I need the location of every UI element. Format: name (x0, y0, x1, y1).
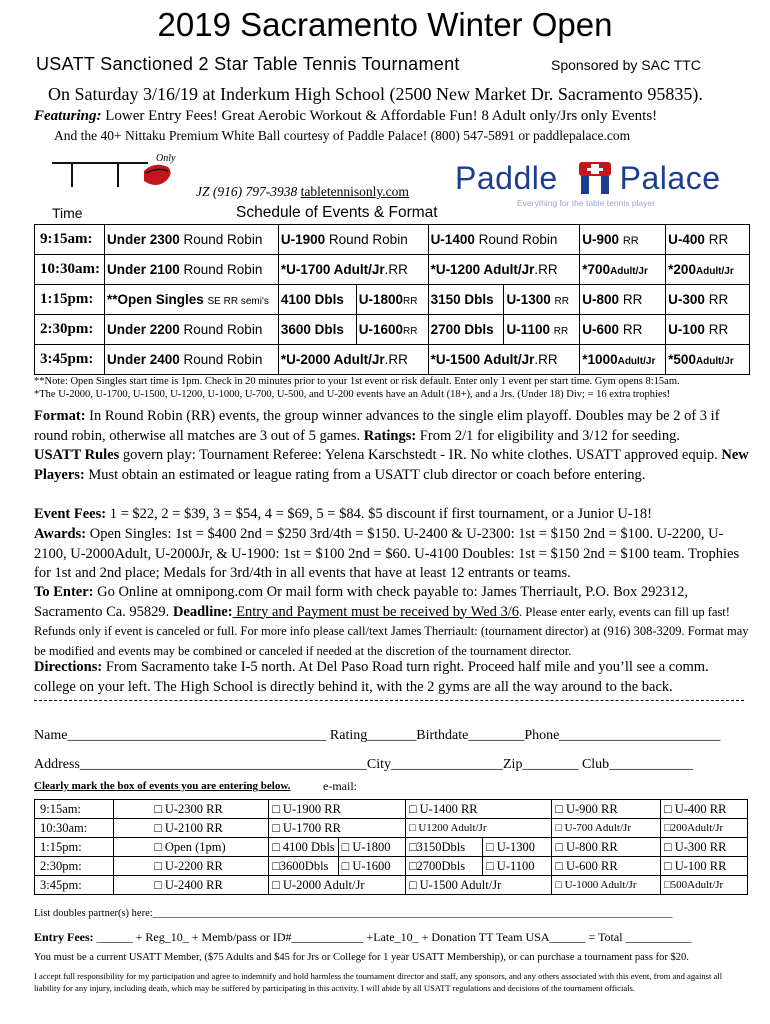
format-label: Format: (34, 408, 86, 424)
schedule-event: U-1800RR (356, 285, 428, 315)
entry-checkbox[interactable]: □ U-800 RR (552, 838, 661, 857)
entry-checkbox[interactable]: □ U-300 RR (661, 838, 748, 857)
entry-checkbox[interactable]: □ U-1100 (483, 857, 552, 876)
entry-checkbox[interactable]: □ U-2400 RR (151, 876, 269, 895)
entry-row (35, 876, 748, 895)
entry-checkbox[interactable]: □ U-400 RR (661, 800, 748, 819)
schedule-event: Under 2400 Round Robin (104, 345, 278, 375)
usatt-label: USATT Rules (34, 447, 120, 463)
schedule-event: *200Adult/Jr (666, 255, 750, 285)
schedule-event: U-1100 RR (504, 315, 580, 345)
enter-paragraph: To Enter: Go Online at omnipong.com Or mail form with check payable to: James Therriault, P.O. Box 292312, Sacramento Ca. 95829. Deadline: Entry and Payment must be received by Wed 3/6. Please enter early, events can fill up fast! Refunds only if event is canceled or full. For more info please call/text James Therriault: (tournament director) at (916) 308-3209. Format may be modified and events may be combined or canceled if needed at the discretion of the tournament director. (34, 584, 749, 658)
paddle-palace-logo (455, 160, 755, 208)
entry-checkbox[interactable]: □2700Dbls (405, 857, 482, 876)
entry-checkbox[interactable]: □ U-1800 (338, 838, 405, 857)
featuring-label: Featuring: (34, 108, 102, 124)
note-open-singles: **Note: Open Singles start time is 1pm. Check in 20 minutes prior to your 1st event or risk default. Enter only 1 event per start time. Gym opens 8:15am. (34, 376, 680, 387)
schedule-event: Under 2300 Round Robin (104, 225, 278, 255)
entry-time: 2:30pm: (35, 857, 114, 876)
time-column-label: Time (52, 205, 83, 221)
awards-paragraph: Awards: Open Singles: 1st = $400 2nd = $250 3rd/4th = $150. U-2400 & U-2300: 1st = $150 2nd = $100. U-2200, U-2100, U-2000Adult, U-2000Jr, & U-1900: 1st = $100 2nd = $60. U-4100 Doubles: 1st = $150 2nd = $100 team. Trophies for 1st and 2nd place; Medals for 3rd/4th in all events that have at least 12 entrants or teams. (34, 526, 740, 581)
entry-checkbox[interactable]: □ U-2000 Adult/Jr (269, 876, 406, 895)
schedule-event: U-800 RR (580, 285, 666, 315)
enter-label: To Enter: (34, 584, 94, 600)
directions-label: Directions: (34, 659, 103, 675)
entry-checkbox[interactable]: □ U-900 RR (552, 800, 661, 819)
schedule-event: 3150 Dbls (428, 285, 504, 315)
entry-table (34, 799, 748, 895)
note-adult-jr: *The U-2000, U-1700, U-1500, U-1200, U-1000, U-700, U-500, and U-200 events have an Adult (18+), and a Jrs. (Under 18) Div; = 16 extra trophies! (34, 389, 671, 400)
entry-checkbox[interactable]: □3150Dbls (405, 838, 482, 857)
usatt-paragraph: USATT Rules govern play: Tournament Referee: Yelena Karschstedt - IR. No white clothes. USATT approved equip. New Players: Must obtain an estimated or league rating from a USATT club director or coach before entering. (34, 447, 749, 483)
format-paragraph: Format: In Round Robin (RR) events, the group winner advances to the single elim playoff. Doubles may be 2 of 3 if round robin, otherwise all matches are 3 out of 5 games. Ratings: From 2/1 for eligibility and 3/12 for seeding. (34, 408, 720, 444)
entry-checkbox[interactable]: □ U-1400 RR (405, 800, 551, 819)
schedule-row (35, 315, 750, 345)
schedule-row (35, 345, 750, 375)
entry-checkbox[interactable]: □ U-100 RR (661, 857, 748, 876)
schedule-event: Under 2100 Round Robin (104, 255, 278, 285)
address-line[interactable]: Address_________________________________________City________________Zip________ Club____________ (34, 757, 694, 772)
schedule-event: *500Adult/Jr (666, 345, 750, 375)
entry-time: 3:45pm: (35, 876, 114, 895)
contact-phone: JZ (916) 797-3938 (196, 184, 301, 199)
entry-checkbox[interactable]: □ U-600 RR (552, 857, 661, 876)
schedule-time: 9:15am: (35, 225, 105, 255)
mark-instructions: Clearly mark the box of events you are entering below. (34, 780, 291, 792)
waiver-text: I accept full responsibility for my participation and agree to indemnify and hold harmless the tournament director and staff, any sponsors, and any others associated with this event, from and against all liability for any injury, including death, which may be suffered by participating in this activity. I will abide by all USATT regulations and decisions of the tournament officials. (34, 971, 723, 993)
schedule-time: 10:30am: (35, 255, 105, 285)
email-label[interactable]: e-mail: (323, 779, 357, 793)
entry-checkbox[interactable]: □ U-1500 Adult/Jr (405, 876, 551, 895)
entry-checkbox[interactable]: □500Adult/Jr (661, 876, 748, 895)
schedule-event: U-400 RR (666, 225, 750, 255)
name-line[interactable]: Name_____________________________________ Rating_______Birthdate________Phone_______________________ (34, 728, 721, 743)
ball-line: And the 40+ Nittaku Premium White Ball courtesy of Paddle Palace! (800) 547-5891 or paddlepalace.com (54, 128, 631, 143)
schedule-event: U-1600RR (356, 315, 428, 345)
tto-logo (48, 153, 198, 195)
schedule-event: Under 2200 Round Robin (104, 315, 278, 345)
schedule-time: 2:30pm: (35, 315, 105, 345)
entry-checkbox[interactable]: □ U-2300 RR (151, 800, 269, 819)
entry-row (35, 838, 748, 857)
schedule-event: *U-1700 Adult/Jr.RR (278, 255, 428, 285)
new-players-label: New Players: (34, 447, 749, 483)
date-location-line: On Saturday 3/16/19 at Inderkum High School (2500 New Market Dr. Sacramento 95835). (48, 84, 703, 104)
paddle-palace-name: Paddle Palace (455, 160, 721, 196)
ratings-label: Ratings: (360, 427, 417, 444)
contact-line (196, 184, 409, 200)
schedule-event: U-600 RR (580, 315, 666, 345)
entry-checkbox[interactable]: □ U-1700 RR (269, 819, 406, 838)
entry-fees-line[interactable]: Entry Fees: ______ + Reg_10_ + Memb/pass or ID#____________ +Late_10_ + Donation TT Team USA______ = Total ___________ (34, 930, 692, 944)
page-title: 2019 Sacramento Winter Open (157, 6, 613, 43)
entry-time: 10:30am: (35, 819, 114, 838)
schedule-event: *U-1200 Adult/Jr.RR (428, 255, 580, 285)
entry-row (35, 800, 748, 819)
schedule-event: 4100 Dbls (278, 285, 356, 315)
contact-website-link[interactable]: tabletennisonly.com (300, 184, 409, 199)
schedule-event: *700Adult/Jr (580, 255, 666, 285)
featuring-line (34, 108, 657, 125)
schedule-row (35, 285, 750, 315)
entry-checkbox[interactable]: □ U-1600 (338, 857, 405, 876)
featuring-text: Lower Entry Fees! Great Aerobic Workout & Affordable Fun! 8 Adult only/Jrs only Events! (101, 108, 658, 124)
entry-checkbox[interactable]: □ U-1300 (483, 838, 552, 857)
doubles-partner-line[interactable]: List doubles partner(s) here:___________________________________________________________________________________________________ (34, 908, 673, 919)
schedule-event: U-300 RR (666, 285, 750, 315)
entry-checkbox[interactable]: □200Adult/Jr (661, 819, 748, 838)
entry-checkbox[interactable]: □ U-700 Adult/Jr (552, 819, 661, 838)
entry-row (35, 819, 748, 838)
deadline-label: Deadline: (172, 603, 233, 620)
schedule-title: Schedule of Events & Format (236, 204, 438, 221)
fees-paragraph: Event Fees: 1 = $22, 2 = $39, 3 = $54, 4 = $69, 5 = $84. $5 discount if first tournament, or a Junior U-18! (34, 506, 652, 522)
entry-checkbox[interactable]: □ U1200 Adult/Jr (405, 819, 551, 838)
subtitle: USATT Sanctioned 2 Star Table Tennis Tournament (36, 54, 460, 74)
cut-line (34, 700, 744, 701)
fees-label: Event Fees: (34, 506, 107, 522)
membership-note: You must be a current USATT Member, ($75 Adults and $45 for Jrs or College for 1 year USATT Membership), or can purchase a tournament pass for $20. (34, 952, 689, 963)
schedule-event: U-1400 Round Robin (428, 225, 580, 255)
schedule-event: 2700 Dbls (428, 315, 504, 345)
awards-label: Awards: (34, 526, 87, 542)
sponsor-line: Sponsored by SAC TTC (551, 57, 701, 73)
entry-checkbox[interactable]: □ 4100 Dbls (269, 838, 338, 857)
schedule-event: *U-2000 Adult/Jr.RR (278, 345, 428, 375)
entry-checkbox[interactable]: □ Open (1pm) (151, 838, 269, 857)
schedule-time: 1:15pm: (35, 285, 105, 315)
entry-checkbox[interactable]: □ U-1000 Adult/Jr (552, 876, 661, 895)
schedule-event: U-1900 Round Robin (278, 225, 428, 255)
schedule-time: 3:45pm: (35, 345, 105, 375)
schedule-event: U-100 RR (666, 315, 750, 345)
schedule-table (34, 224, 750, 375)
tto-logo-icon (48, 153, 198, 195)
directions-paragraph: Directions: From Sacramento take I-5 north. At Del Paso Road turn right. Proceed half mile and you’ll see a comm. college on your left. The High School is directly behind it, with the 2 gyms are all the way around to the back. (34, 659, 709, 695)
paddle-palace-tagline: Everything for the table tennis player (517, 198, 655, 208)
entry-time: 1:15pm: (35, 838, 114, 857)
schedule-event: U-1300 RR (504, 285, 580, 315)
entry-row (35, 857, 748, 876)
entry-time: 9:15am: (35, 800, 114, 819)
entry-checkbox[interactable]: □ U-2100 RR (151, 819, 269, 838)
paddle-icon (573, 160, 617, 196)
entry-checkbox[interactable]: □ U-1900 RR (269, 800, 406, 819)
schedule-row (35, 225, 750, 255)
schedule-event: *1000Adult/Jr (580, 345, 666, 375)
entry-fees-label: Entry Fees: (34, 930, 94, 944)
schedule-event: **Open Singles SE RR semi's (104, 285, 278, 315)
schedule-event: *U-1500 Adult/Jr.RR (428, 345, 580, 375)
schedule-event: 3600 Dbls (278, 315, 356, 345)
schedule-row (35, 255, 750, 285)
schedule-event: U-900 RR (580, 225, 666, 255)
entry-checkbox[interactable]: □3600Dbls (269, 857, 338, 876)
tto-logo-text: Only (156, 153, 176, 164)
entry-checkbox[interactable]: □ U-2200 RR (151, 857, 269, 876)
